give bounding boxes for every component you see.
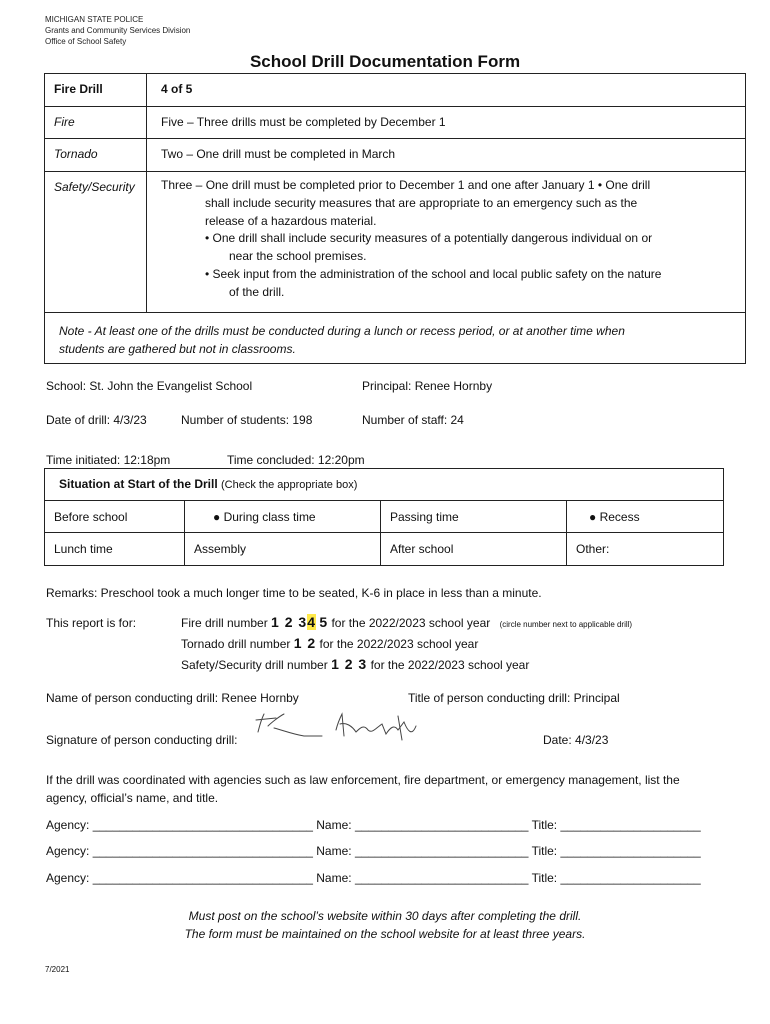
- safety-line: Three – One drill must be completed prior to December 1 and one after January 1 • One drill: [161, 178, 651, 192]
- drill-count: 4 of 5: [161, 82, 193, 96]
- situation-row-2: [45, 533, 723, 565]
- tornado-row: [45, 139, 745, 172]
- tornado-requirement: Two – One drill must be completed in March: [161, 147, 396, 161]
- tornado-drill-number-line: [181, 635, 478, 651]
- tornado-drill-numbers: 1 2: [293, 635, 317, 651]
- agency-name: MICHIGAN STATE POLICE: [45, 15, 144, 24]
- tornado-drill-suffix: for the 2022/2023 school year: [319, 637, 479, 651]
- safety-row: [45, 172, 745, 313]
- safety-line: release of a hazardous material.: [205, 213, 377, 228]
- staff-count: Number of staff: 24: [362, 413, 464, 427]
- situation-heading: [45, 469, 357, 500]
- person-name: Name of person conducting drill: Renee Hornby: [46, 691, 299, 705]
- fire-drill-number-5: 5: [319, 614, 329, 630]
- tornado-label: Tornado: [45, 139, 147, 171]
- safety-line: • Seek input from the administration of the school and local public safety on the nature: [205, 266, 662, 281]
- remarks: Remarks: Preschool took a much longer time to be seated, K-6 in place in less than a minute.: [46, 586, 542, 600]
- circle-note: (circle number next to applicable drill): [499, 620, 633, 629]
- safety-line: • One drill shall include security measures of a potentially dangerous individual on or: [205, 231, 653, 246]
- safety-label: Safety/Security: [45, 172, 147, 312]
- coordination-line: If the drill was coordinated with agencies such as law enforcement, fire department, or emergency management, list the: [46, 773, 680, 787]
- fire-drill-selected-number: 4: [307, 614, 316, 630]
- situation-heading-row: [45, 469, 723, 501]
- principal-name: Principal: Renee Hornby: [362, 379, 493, 393]
- school-name: School: St. John the Evangelist School: [46, 379, 253, 393]
- safety-line: near the school premises.: [229, 249, 367, 264]
- form-version: 7/2021: [45, 965, 70, 974]
- option-lunch-time: Lunch time: [45, 533, 185, 565]
- fire-drill-suffix: for the 2022/2023 school year: [331, 616, 491, 630]
- office-name: Office of School Safety: [45, 37, 127, 46]
- footer-note: [0, 907, 770, 943]
- agency-line-3: Agency: _________________________________ Name: __________________________ Title: _____________________: [46, 871, 701, 885]
- drill-type-label: Fire Drill: [45, 74, 147, 106]
- fire-label: Fire: [45, 107, 147, 138]
- fire-drill-prefix: Fire drill number: [181, 616, 268, 630]
- signature-image: [252, 710, 424, 748]
- fire-requirement: Five – Three drills must be completed by December 1: [161, 115, 446, 129]
- tornado-drill-prefix: Tornado drill number: [181, 637, 291, 651]
- safety-drill-suffix: for the 2022/2023 school year: [370, 658, 530, 672]
- safety-requirement: [147, 172, 745, 312]
- footer-line: Must post on the school’s website within 30 days after completing the drill.: [188, 909, 582, 923]
- drill-type-row: [45, 74, 745, 107]
- drill-requirements-table: [44, 73, 746, 364]
- note-row: [45, 313, 745, 363]
- signature-date: Date: 4/3/23: [543, 733, 609, 747]
- safety-drill-number-line: [181, 656, 529, 672]
- signature-label: Signature of person conducting drill:: [46, 733, 238, 747]
- situation-heading-text: Situation at Start of the Drill: [59, 477, 218, 491]
- option-recess-checked: ● Recess: [589, 510, 640, 524]
- fire-drill-number-line: [181, 614, 632, 630]
- fire-row: [45, 107, 745, 139]
- option-other: Other:: [576, 542, 610, 556]
- drill-date: Date of drill: 4/3/23: [46, 413, 147, 427]
- coordination-instructions: [46, 771, 680, 807]
- option-during-class-checked: ● During class time: [185, 501, 381, 532]
- coordination-line: agency, official’s name, and title.: [46, 791, 219, 805]
- situation-row-1: [45, 501, 723, 533]
- time-concluded: Time concluded: 12:20pm: [227, 453, 365, 467]
- student-count: Number of students: 198: [181, 413, 313, 427]
- division-name: Grants and Community Services Division: [45, 26, 191, 35]
- agency-line-1: Agency: _________________________________ Name: __________________________ Title: _____________________: [46, 818, 701, 832]
- agency-line-2: Agency: _________________________________ Name: __________________________ Title: _____________________: [46, 844, 701, 858]
- safety-drill-numbers: 1 2 3: [331, 656, 368, 672]
- safety-line: of the drill.: [229, 284, 285, 299]
- safety-line: shall include security measures that are appropriate to an emergency such as the: [205, 195, 638, 210]
- option-after-school: After school: [381, 533, 567, 565]
- report-label: This report is for:: [46, 616, 137, 630]
- option-assembly: Assembly: [185, 533, 381, 565]
- option-passing-time: Passing time: [381, 501, 567, 532]
- time-initiated: Time initiated: 12:18pm: [46, 453, 171, 467]
- note-line: students are gathered but not in classrooms.: [59, 342, 296, 356]
- situation-heading-note: (Check the appropriate box): [221, 479, 358, 491]
- form-title: School Drill Documentation Form: [249, 52, 521, 71]
- note-line: Note - At least one of the drills must be conducted during a lunch or recess period, or at another time when: [59, 324, 625, 338]
- fire-drill-numbers: 1 2 3: [271, 614, 308, 630]
- situation-table: [44, 468, 724, 566]
- safety-drill-prefix: Safety/Security drill number: [181, 658, 328, 672]
- drill-note: [45, 313, 625, 363]
- footer-line: The form must be maintained on the school website for at least three years.: [184, 927, 586, 941]
- option-before-school: Before school: [45, 501, 185, 532]
- person-title: Title of person conducting drill: Principal: [408, 691, 620, 705]
